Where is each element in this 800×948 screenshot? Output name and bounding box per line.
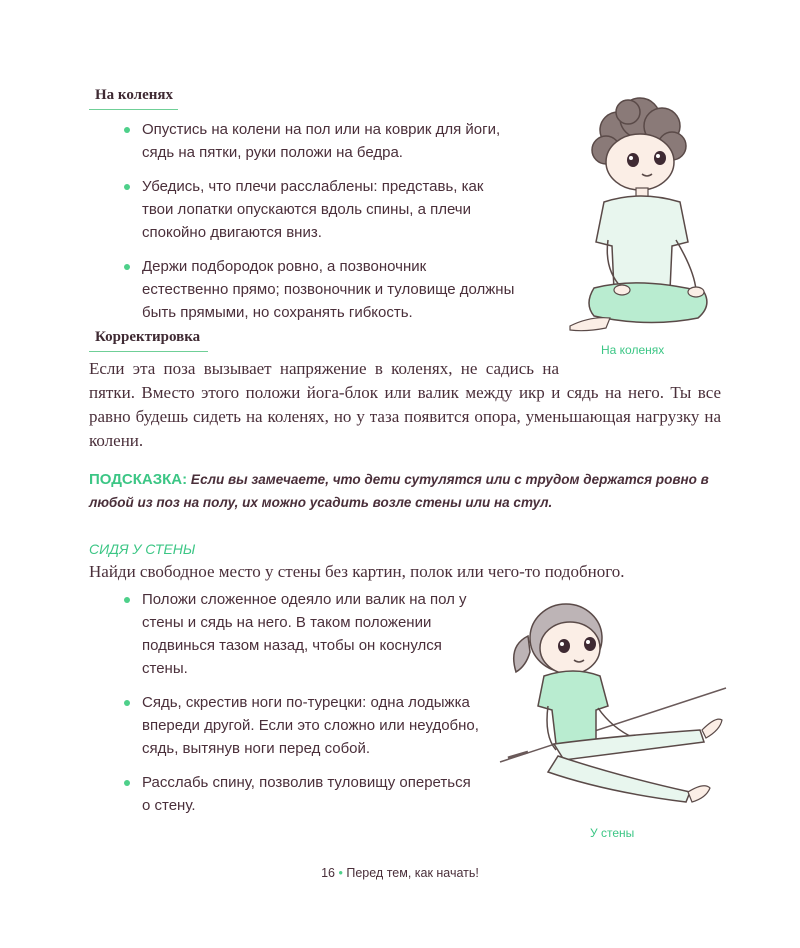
- section-heading-kneeling: На коленях: [89, 87, 178, 110]
- chapter-title: Перед тем, как начать!: [346, 866, 479, 880]
- list-item: Держи подбородок ровно, а позвоночник естественно прямо; позвоночник и туловище должны быть прямыми, но сохранять гибкость.: [120, 255, 515, 324]
- correction-rest: пятки. Вместо этого положи йога-блок или валик между икр и сядь на него. Ты все равно будешь сидеть на коленях, но у таза появится опора, уменьшающая нагрузку на колени.: [89, 383, 721, 450]
- wall-intro: Найди свободное место у стены без картин, полок или чего-то подобного.: [89, 562, 625, 581]
- list-item: Сядь, скрестив ноги по-турецки: одна лодыжка впереди другой. Если это сложно или неудобно, сядь, вытянув ноги перед собой.: [120, 691, 480, 760]
- kneeling-bullets: [120, 118, 515, 335]
- list-item: Положи сложенное одеяло или валик на пол у стены и сядь на него. В таком положении подвинься тазом назад, чтобы он коснулся стены.: [120, 588, 480, 680]
- section-heading-correction: Корректировка: [89, 329, 208, 352]
- list-item: Опустись на колени на пол или на коврик для йоги, сядь на пятки, руки положи на бедра.: [120, 118, 515, 164]
- kneeling-caption: На коленях: [601, 343, 665, 357]
- list-item: Расслабь спину, позволив туловищу опереться о стену.: [120, 771, 480, 817]
- correction-paragraph: [89, 357, 721, 453]
- wall-bullets: [120, 588, 480, 828]
- section-title-wall: СИДЯ У СТЕНЫ: [89, 541, 196, 557]
- correction-first-line: Если эта поза вызывает напряжение в коленях, не садись на: [89, 359, 559, 378]
- kneeling-child-illustration: [560, 90, 720, 340]
- list-item: Убедись, что плечи расслаблены: представь, как твои лопатки опускаются вдоль спины, а плечи спокойно двигаются вниз.: [120, 175, 515, 244]
- wall-sitting-child-illustration: [498, 596, 730, 808]
- tip-label: ПОДСКАЗКА:: [89, 471, 188, 488]
- page-footer: [0, 866, 800, 880]
- wall-caption: У стены: [590, 826, 635, 840]
- footer-separator: •: [338, 866, 343, 880]
- tip-box: [89, 468, 721, 514]
- page-number: 16: [321, 866, 335, 880]
- tip-text: Если вы замечаете, что дети сутулятся или с трудом держатся ровно в любой из поз на полу, их можно усадить возле стены или на стул.: [89, 472, 709, 510]
